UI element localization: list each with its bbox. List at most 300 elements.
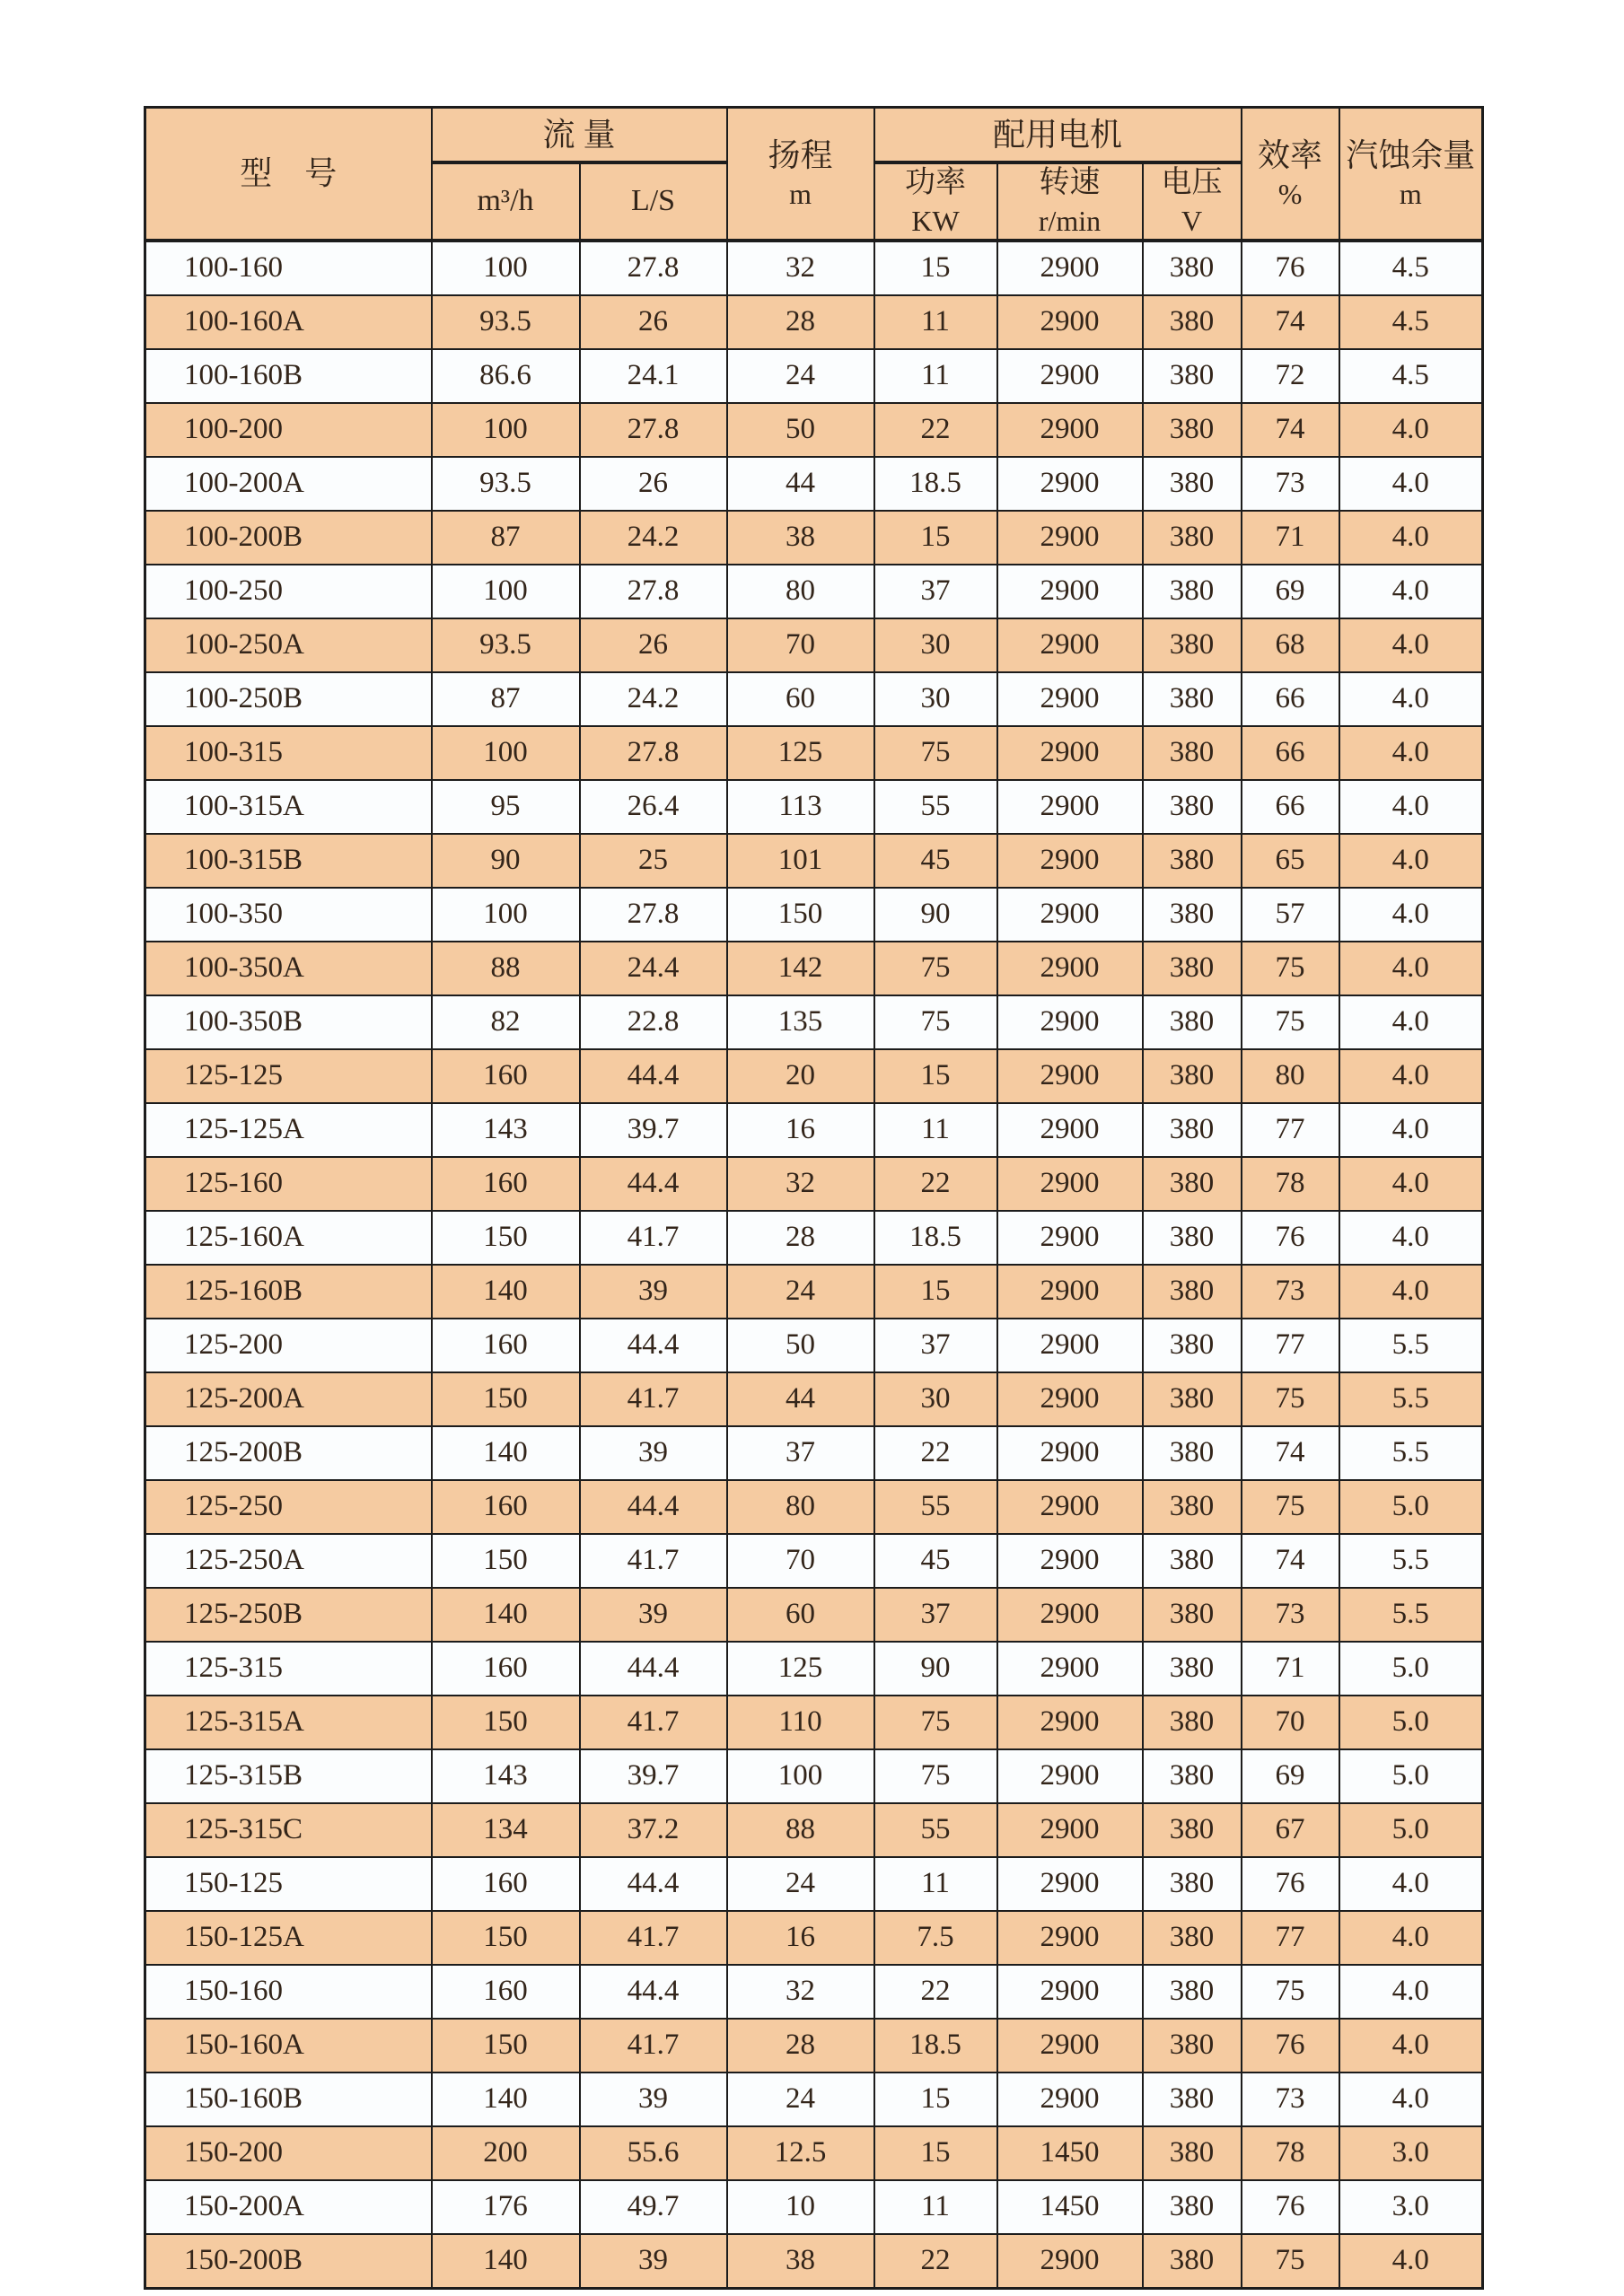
header-npsh-label: 汽蚀余量 (1346, 136, 1476, 173)
cell-efficiency-pct: 66 (1242, 672, 1339, 726)
cell-voltage-v: 380 (1143, 2234, 1242, 2289)
cell-head-m: 10 (727, 2180, 874, 2234)
cell-head-m: 60 (727, 672, 874, 726)
cell-flow-m3h: 160 (432, 1857, 580, 1911)
cell-flow-m3h: 200 (432, 2126, 580, 2180)
header-npsh (1339, 108, 1483, 241)
cell-flow-ls: 44.4 (580, 1857, 727, 1911)
table-row (145, 1319, 1483, 1372)
header-head-unit: m (789, 177, 812, 210)
cell-npsh-m: 4.0 (1339, 457, 1483, 511)
cell-npsh-m: 5.5 (1339, 1588, 1483, 1642)
cell-flow-m3h: 140 (432, 1588, 580, 1642)
cell-flow-ls: 26 (580, 295, 727, 349)
cell-speed-rpm: 2900 (997, 295, 1143, 349)
table-row (145, 2126, 1483, 2180)
cell-efficiency-pct: 75 (1242, 995, 1339, 1049)
cell-efficiency-pct: 75 (1242, 1480, 1339, 1534)
cell-voltage-v: 380 (1143, 1211, 1242, 1265)
table-row (145, 2234, 1483, 2289)
cell-efficiency-pct: 78 (1242, 1157, 1339, 1211)
cell-model: 125-315A (145, 1696, 432, 1749)
cell-voltage-v: 380 (1143, 1265, 1242, 1319)
header-efficiency-unit: % (1277, 177, 1303, 210)
cell-voltage-v: 380 (1143, 1157, 1242, 1211)
header-motor-group: 配用电机 (874, 108, 1242, 163)
cell-model: 150-160A (145, 2019, 432, 2073)
cell-voltage-v: 380 (1143, 457, 1242, 511)
cell-model: 125-160 (145, 1157, 432, 1211)
cell-voltage-v: 380 (1143, 1049, 1242, 1103)
cell-speed-rpm: 2900 (997, 403, 1143, 457)
cell-power-kw: 37 (874, 1588, 997, 1642)
cell-model: 100-315B (145, 834, 432, 888)
cell-flow-ls: 26 (580, 457, 727, 511)
cell-head-m: 28 (727, 1211, 874, 1265)
cell-model: 150-200B (145, 2234, 432, 2289)
cell-power-kw: 22 (874, 1965, 997, 2019)
cell-power-kw: 22 (874, 1157, 997, 1211)
cell-flow-ls: 44.4 (580, 1049, 727, 1103)
cell-flow-ls: 41.7 (580, 2019, 727, 2073)
cell-head-m: 28 (727, 2019, 874, 2073)
cell-npsh-m: 5.5 (1339, 1426, 1483, 1480)
cell-voltage-v: 380 (1143, 349, 1242, 403)
cell-flow-ls: 26.4 (580, 780, 727, 834)
cell-speed-rpm: 2900 (997, 1803, 1143, 1857)
cell-speed-rpm: 2900 (997, 834, 1143, 888)
cell-flow-ls: 44.4 (580, 1319, 727, 1372)
cell-efficiency-pct: 75 (1242, 942, 1339, 995)
cell-flow-ls: 39 (580, 1265, 727, 1319)
cell-speed-rpm: 2900 (997, 1911, 1143, 1965)
cell-model: 125-315 (145, 1642, 432, 1696)
cell-voltage-v: 380 (1143, 1372, 1242, 1426)
cell-power-kw: 30 (874, 672, 997, 726)
cell-flow-m3h: 160 (432, 1049, 580, 1103)
cell-flow-ls: 44.4 (580, 1965, 727, 2019)
table-row (145, 349, 1483, 403)
cell-flow-ls: 37.2 (580, 1803, 727, 1857)
cell-npsh-m: 5.5 (1339, 1372, 1483, 1426)
cell-npsh-m: 4.0 (1339, 511, 1483, 565)
cell-flow-ls: 41.7 (580, 1696, 727, 1749)
cell-npsh-m: 4.0 (1339, 1911, 1483, 1965)
cell-flow-m3h: 93.5 (432, 295, 580, 349)
cell-efficiency-pct: 73 (1242, 2073, 1339, 2126)
header-voltage (1143, 162, 1242, 241)
table-row (145, 565, 1483, 618)
cell-power-kw: 75 (874, 1749, 997, 1803)
cell-voltage-v: 380 (1143, 1749, 1242, 1803)
cell-model: 125-250A (145, 1534, 432, 1588)
table-row (145, 1911, 1483, 1965)
cell-flow-m3h: 160 (432, 1642, 580, 1696)
cell-head-m: 37 (727, 1426, 874, 1480)
header-model: 型 号 (145, 108, 432, 241)
pump-spec-table (144, 106, 1481, 2290)
cell-flow-m3h: 90 (432, 834, 580, 888)
cell-model: 100-200A (145, 457, 432, 511)
cell-efficiency-pct: 76 (1242, 2019, 1339, 2073)
cell-head-m: 16 (727, 1911, 874, 1965)
cell-flow-m3h: 143 (432, 1103, 580, 1157)
cell-speed-rpm: 2900 (997, 241, 1143, 295)
cell-head-m: 125 (727, 1642, 874, 1696)
header-efficiency (1242, 108, 1339, 241)
cell-npsh-m: 5.0 (1339, 1696, 1483, 1749)
cell-power-kw: 18.5 (874, 457, 997, 511)
cell-flow-m3h: 86.6 (432, 349, 580, 403)
cell-speed-rpm: 2900 (997, 2019, 1143, 2073)
cell-speed-rpm: 2900 (997, 1211, 1143, 1265)
header-flow-ls: L/S (580, 162, 727, 241)
cell-speed-rpm: 2900 (997, 565, 1143, 618)
cell-head-m: 24 (727, 1857, 874, 1911)
cell-power-kw: 55 (874, 1480, 997, 1534)
cell-efficiency-pct: 77 (1242, 1911, 1339, 1965)
cell-efficiency-pct: 76 (1242, 241, 1339, 295)
cell-head-m: 12.5 (727, 2126, 874, 2180)
cell-power-kw: 18.5 (874, 2019, 997, 2073)
cell-npsh-m: 4.0 (1339, 403, 1483, 457)
cell-efficiency-pct: 57 (1242, 888, 1339, 942)
cell-head-m: 24 (727, 2073, 874, 2126)
table-row (145, 618, 1483, 672)
cell-flow-ls: 44.4 (580, 1642, 727, 1696)
cell-npsh-m: 4.0 (1339, 942, 1483, 995)
cell-model: 150-200A (145, 2180, 432, 2234)
cell-head-m: 20 (727, 1049, 874, 1103)
cell-speed-rpm: 2900 (997, 1588, 1143, 1642)
cell-head-m: 44 (727, 1372, 874, 1426)
cell-model: 100-350B (145, 995, 432, 1049)
cell-flow-m3h: 87 (432, 672, 580, 726)
cell-head-m: 113 (727, 780, 874, 834)
cell-voltage-v: 380 (1143, 1480, 1242, 1534)
cell-model: 150-160 (145, 1965, 432, 2019)
cell-model: 100-250B (145, 672, 432, 726)
cell-power-kw: 15 (874, 511, 997, 565)
cell-power-kw: 90 (874, 888, 997, 942)
cell-power-kw: 7.5 (874, 1911, 997, 1965)
cell-efficiency-pct: 76 (1242, 2180, 1339, 2234)
cell-model: 125-200B (145, 1426, 432, 1480)
cell-speed-rpm: 2900 (997, 1103, 1143, 1157)
cell-power-kw: 90 (874, 1642, 997, 1696)
cell-flow-ls: 25 (580, 834, 727, 888)
cell-flow-m3h: 140 (432, 2073, 580, 2126)
cell-power-kw: 37 (874, 1319, 997, 1372)
cell-head-m: 28 (727, 295, 874, 349)
cell-speed-rpm: 2900 (997, 1265, 1143, 1319)
cell-flow-ls: 44.4 (580, 1480, 727, 1534)
cell-flow-m3h: 176 (432, 2180, 580, 2234)
cell-speed-rpm: 2900 (997, 2234, 1143, 2289)
cell-npsh-m: 4.0 (1339, 1211, 1483, 1265)
cell-model: 100-350A (145, 942, 432, 995)
cell-head-m: 32 (727, 1965, 874, 2019)
cell-efficiency-pct: 80 (1242, 1049, 1339, 1103)
cell-efficiency-pct: 77 (1242, 1103, 1339, 1157)
table-row (145, 1749, 1483, 1803)
cell-head-m: 32 (727, 241, 874, 295)
cell-power-kw: 18.5 (874, 1211, 997, 1265)
cell-voltage-v: 380 (1143, 995, 1242, 1049)
cell-model: 100-250 (145, 565, 432, 618)
cell-head-m: 32 (727, 1157, 874, 1211)
cell-efficiency-pct: 76 (1242, 1857, 1339, 1911)
cell-efficiency-pct: 70 (1242, 1696, 1339, 1749)
cell-voltage-v: 380 (1143, 1857, 1242, 1911)
cell-power-kw: 15 (874, 1265, 997, 1319)
cell-flow-ls: 24.2 (580, 672, 727, 726)
cell-head-m: 80 (727, 1480, 874, 1534)
cell-speed-rpm: 2900 (997, 618, 1143, 672)
cell-flow-m3h: 150 (432, 1696, 580, 1749)
table-body (145, 241, 1483, 2289)
cell-efficiency-pct: 77 (1242, 1319, 1339, 1372)
cell-efficiency-pct: 71 (1242, 1642, 1339, 1696)
cell-npsh-m: 4.0 (1339, 995, 1483, 1049)
cell-voltage-v: 380 (1143, 618, 1242, 672)
cell-efficiency-pct: 66 (1242, 780, 1339, 834)
header-voltage-label: 电压 (1161, 166, 1223, 199)
cell-speed-rpm: 2900 (997, 1696, 1143, 1749)
cell-npsh-m: 4.0 (1339, 1157, 1483, 1211)
cell-flow-ls: 24.2 (580, 511, 727, 565)
cell-flow-m3h: 100 (432, 726, 580, 780)
cell-efficiency-pct: 74 (1242, 1426, 1339, 1480)
cell-flow-ls: 27.8 (580, 565, 727, 618)
cell-voltage-v: 380 (1143, 942, 1242, 995)
cell-voltage-v: 380 (1143, 1965, 1242, 2019)
cell-flow-m3h: 160 (432, 1157, 580, 1211)
cell-model: 125-315B (145, 1749, 432, 1803)
cell-model: 100-350 (145, 888, 432, 942)
cell-power-kw: 15 (874, 241, 997, 295)
cell-head-m: 60 (727, 1588, 874, 1642)
cell-voltage-v: 380 (1143, 1588, 1242, 1642)
cell-model: 125-160A (145, 1211, 432, 1265)
cell-efficiency-pct: 66 (1242, 726, 1339, 780)
cell-voltage-v: 380 (1143, 780, 1242, 834)
cell-npsh-m: 4.0 (1339, 1857, 1483, 1911)
cell-npsh-m: 4.5 (1339, 295, 1483, 349)
table-row (145, 2073, 1483, 2126)
cell-efficiency-pct: 74 (1242, 1534, 1339, 1588)
table-row (145, 1157, 1483, 1211)
table-row (145, 1803, 1483, 1857)
cell-flow-ls: 39.7 (580, 1749, 727, 1803)
cell-npsh-m: 4.0 (1339, 1103, 1483, 1157)
table-header (145, 108, 1483, 241)
cell-speed-rpm: 1450 (997, 2126, 1143, 2180)
header-efficiency-label: 效率 (1258, 136, 1323, 173)
cell-speed-rpm: 2900 (997, 726, 1143, 780)
cell-voltage-v: 380 (1143, 403, 1242, 457)
cell-flow-m3h: 134 (432, 1803, 580, 1857)
cell-power-kw: 45 (874, 834, 997, 888)
cell-efficiency-pct: 67 (1242, 1803, 1339, 1857)
cell-flow-m3h: 140 (432, 2234, 580, 2289)
table-row (145, 1211, 1483, 1265)
cell-model: 100-200 (145, 403, 432, 457)
cell-efficiency-pct: 72 (1242, 349, 1339, 403)
cell-speed-rpm: 2900 (997, 349, 1143, 403)
table-row (145, 1857, 1483, 1911)
cell-npsh-m: 4.0 (1339, 2073, 1483, 2126)
cell-power-kw: 15 (874, 2126, 997, 2180)
cell-flow-m3h: 150 (432, 1372, 580, 1426)
header-power-unit: KW (911, 204, 960, 237)
cell-model: 125-160B (145, 1265, 432, 1319)
cell-efficiency-pct: 71 (1242, 511, 1339, 565)
header-voltage-unit: V (1181, 204, 1203, 237)
cell-npsh-m: 3.0 (1339, 2126, 1483, 2180)
header-head (727, 108, 874, 241)
cell-npsh-m: 4.0 (1339, 672, 1483, 726)
header-flow-m3h: m³/h (432, 162, 580, 241)
cell-flow-ls: 27.8 (580, 888, 727, 942)
cell-power-kw: 11 (874, 349, 997, 403)
header-speed-label: 转速 (1039, 166, 1101, 199)
cell-flow-ls: 27.8 (580, 726, 727, 780)
cell-speed-rpm: 2900 (997, 1157, 1143, 1211)
table-row (145, 1588, 1483, 1642)
table-row (145, 2180, 1483, 2234)
cell-flow-ls: 39 (580, 1426, 727, 1480)
cell-head-m: 24 (727, 1265, 874, 1319)
cell-head-m: 70 (727, 1534, 874, 1588)
cell-power-kw: 37 (874, 565, 997, 618)
cell-power-kw: 15 (874, 1049, 997, 1103)
cell-npsh-m: 4.0 (1339, 888, 1483, 942)
cell-flow-m3h: 93.5 (432, 618, 580, 672)
cell-speed-rpm: 2900 (997, 1426, 1143, 1480)
cell-flow-ls: 49.7 (580, 2180, 727, 2234)
cell-power-kw: 22 (874, 1426, 997, 1480)
cell-voltage-v: 380 (1143, 2073, 1242, 2126)
cell-voltage-v: 380 (1143, 2180, 1242, 2234)
cell-flow-m3h: 160 (432, 1965, 580, 2019)
cell-flow-m3h: 150 (432, 1911, 580, 1965)
cell-speed-rpm: 2900 (997, 995, 1143, 1049)
cell-flow-ls: 41.7 (580, 1372, 727, 1426)
cell-power-kw: 75 (874, 995, 997, 1049)
cell-head-m: 125 (727, 726, 874, 780)
header-head-label: 扬程 (768, 136, 833, 173)
cell-model: 150-200 (145, 2126, 432, 2180)
cell-flow-m3h: 93.5 (432, 457, 580, 511)
table-row (145, 2019, 1483, 2073)
cell-npsh-m: 5.5 (1339, 1534, 1483, 1588)
cell-speed-rpm: 2900 (997, 1857, 1143, 1911)
cell-flow-ls: 22.8 (580, 995, 727, 1049)
cell-speed-rpm: 2900 (997, 511, 1143, 565)
cell-speed-rpm: 2900 (997, 942, 1143, 995)
cell-npsh-m: 5.5 (1339, 1319, 1483, 1372)
cell-flow-ls: 41.7 (580, 1911, 727, 1965)
cell-model: 125-250 (145, 1480, 432, 1534)
cell-model: 125-125 (145, 1049, 432, 1103)
cell-flow-ls: 26 (580, 618, 727, 672)
cell-flow-m3h: 100 (432, 403, 580, 457)
cell-flow-m3h: 100 (432, 241, 580, 295)
pump-table (144, 106, 1484, 2290)
table-row (145, 241, 1483, 295)
cell-head-m: 100 (727, 1749, 874, 1803)
cell-flow-m3h: 95 (432, 780, 580, 834)
cell-npsh-m: 4.5 (1339, 349, 1483, 403)
cell-voltage-v: 380 (1143, 834, 1242, 888)
cell-npsh-m: 4.0 (1339, 1049, 1483, 1103)
cell-flow-m3h: 82 (432, 995, 580, 1049)
table-row (145, 1965, 1483, 2019)
cell-npsh-m: 4.0 (1339, 726, 1483, 780)
cell-head-m: 150 (727, 888, 874, 942)
cell-speed-rpm: 2900 (997, 1965, 1143, 2019)
cell-flow-m3h: 140 (432, 1265, 580, 1319)
table-row (145, 1534, 1483, 1588)
cell-efficiency-pct: 78 (1242, 2126, 1339, 2180)
header-power-label: 功率 (905, 166, 967, 199)
cell-power-kw: 55 (874, 1803, 997, 1857)
cell-flow-ls: 39 (580, 1588, 727, 1642)
table-row (145, 1372, 1483, 1426)
cell-power-kw: 11 (874, 1857, 997, 1911)
cell-head-m: 44 (727, 457, 874, 511)
cell-power-kw: 11 (874, 295, 997, 349)
cell-model: 100-160A (145, 295, 432, 349)
cell-npsh-m: 4.0 (1339, 618, 1483, 672)
cell-voltage-v: 380 (1143, 1803, 1242, 1857)
cell-speed-rpm: 2900 (997, 2073, 1143, 2126)
cell-head-m: 88 (727, 1803, 874, 1857)
cell-speed-rpm: 2900 (997, 1049, 1143, 1103)
cell-flow-m3h: 143 (432, 1749, 580, 1803)
cell-flow-m3h: 140 (432, 1426, 580, 1480)
cell-model: 150-160B (145, 2073, 432, 2126)
cell-model: 100-315 (145, 726, 432, 780)
cell-power-kw: 55 (874, 780, 997, 834)
cell-model: 100-160 (145, 241, 432, 295)
cell-npsh-m: 5.0 (1339, 1749, 1483, 1803)
cell-voltage-v: 380 (1143, 888, 1242, 942)
cell-head-m: 50 (727, 1319, 874, 1372)
cell-flow-ls: 39.7 (580, 1103, 727, 1157)
cell-flow-ls: 44.4 (580, 1157, 727, 1211)
cell-head-m: 16 (727, 1103, 874, 1157)
cell-head-m: 70 (727, 618, 874, 672)
cell-voltage-v: 380 (1143, 1103, 1242, 1157)
cell-efficiency-pct: 69 (1242, 565, 1339, 618)
table-row (145, 1480, 1483, 1534)
cell-head-m: 24 (727, 349, 874, 403)
table-row (145, 511, 1483, 565)
header-npsh-unit: m (1399, 177, 1422, 210)
cell-npsh-m: 4.0 (1339, 1965, 1483, 2019)
cell-speed-rpm: 2900 (997, 1480, 1143, 1534)
table-row (145, 457, 1483, 511)
cell-npsh-m: 4.0 (1339, 2234, 1483, 2289)
cell-voltage-v: 380 (1143, 511, 1242, 565)
cell-model: 100-200B (145, 511, 432, 565)
cell-flow-m3h: 160 (432, 1319, 580, 1372)
cell-voltage-v: 380 (1143, 1426, 1242, 1480)
cell-flow-ls: 55.6 (580, 2126, 727, 2180)
cell-model: 125-250B (145, 1588, 432, 1642)
